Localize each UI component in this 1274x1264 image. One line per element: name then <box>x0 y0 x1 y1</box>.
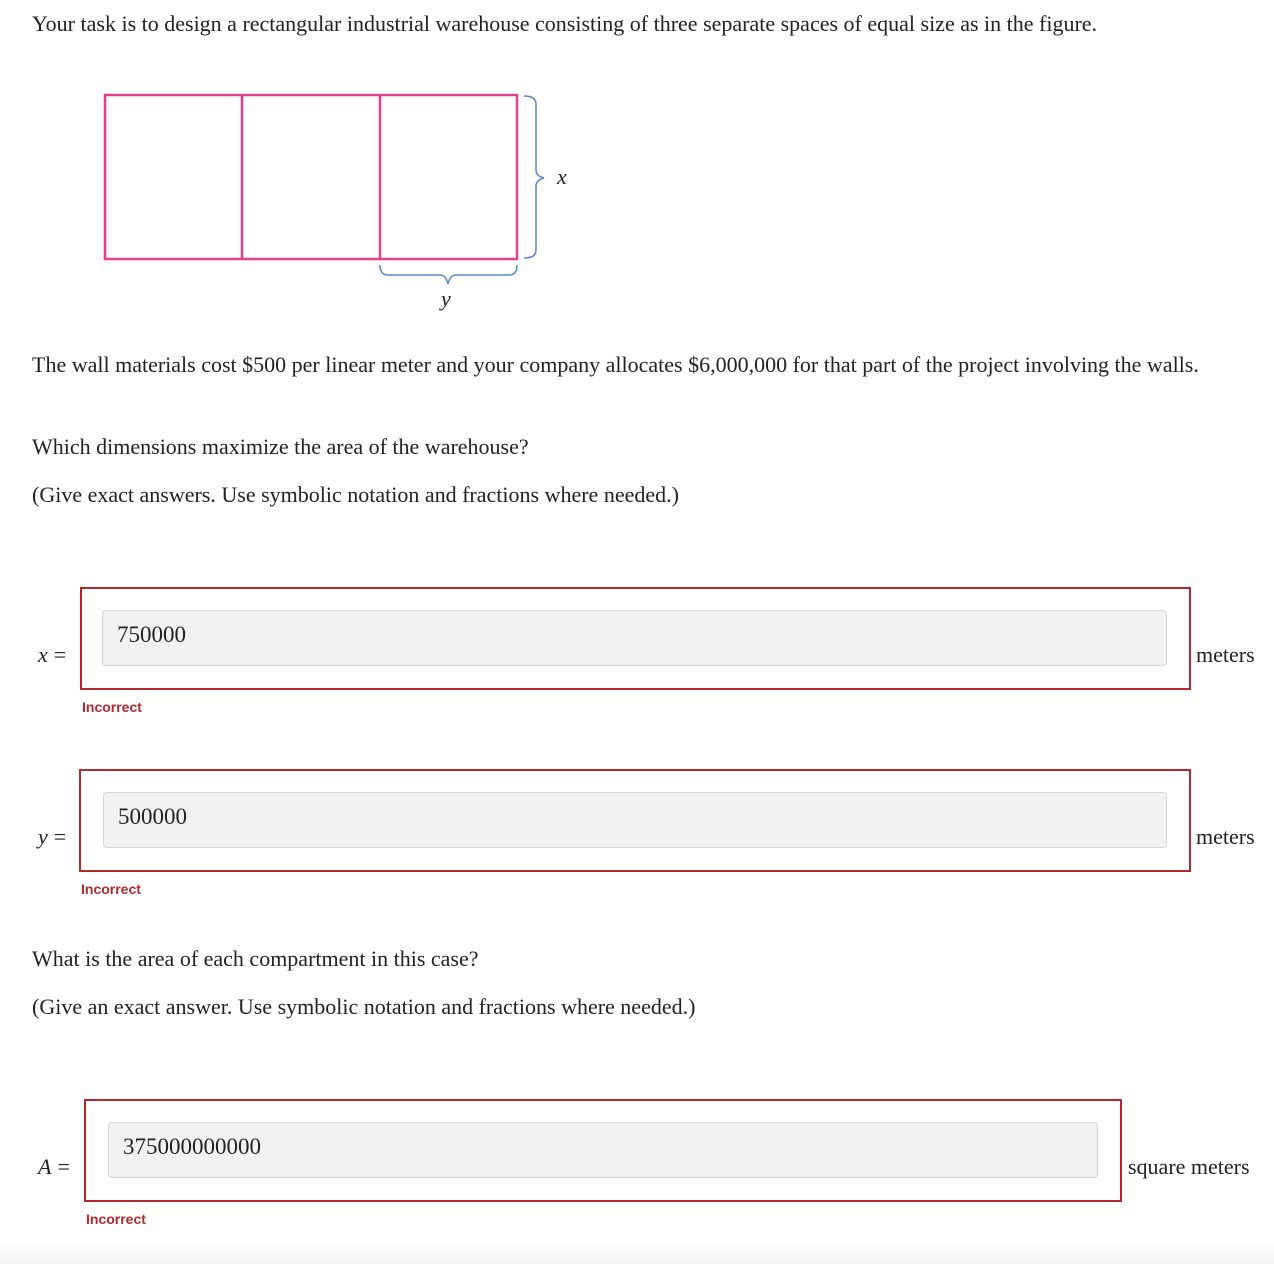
x-answer-input[interactable]: 750000 <box>102 610 1167 666</box>
y-answer-input[interactable]: 500000 <box>103 792 1167 848</box>
x-brace <box>524 96 544 258</box>
hint-exact-answers: (Give exact answers. Use symbolic notation and fractions where needed.) <box>32 482 679 507</box>
a-feedback: Incorrect <box>86 1211 146 1227</box>
a-equals: = <box>57 1154 70 1179</box>
x-answer-label <box>38 642 66 668</box>
a-answer-input[interactable]: 375000000000 <box>108 1122 1098 1178</box>
a-answer-label <box>38 1154 70 1180</box>
a-var: A <box>38 1154 52 1179</box>
x-var: x <box>38 642 48 667</box>
a-answer-box <box>84 1099 1122 1202</box>
warehouse-outline <box>105 95 517 259</box>
question-area: What is the area of each compartment in this case? <box>32 946 479 971</box>
x-answer-box <box>80 587 1191 690</box>
x-feedback: Incorrect <box>82 699 142 715</box>
x-unit: meters <box>1196 642 1255 667</box>
y-brace <box>380 265 517 284</box>
y-feedback: Incorrect <box>81 881 141 897</box>
y-unit: meters <box>1196 824 1255 849</box>
wall-cost-text: The wall materials cost $500 per linear meter and your company allocates $6,000,000 for that part of the project involving the walls. <box>32 352 1199 377</box>
footer-bar <box>0 1240 1274 1264</box>
x-label: x <box>557 164 567 189</box>
y-var: y <box>38 824 48 849</box>
warehouse-figure <box>0 60 620 330</box>
y-equals: = <box>53 824 67 849</box>
hint-exact-answer: (Give an exact answer. Use symbolic notation and fractions where needed.) <box>32 994 696 1019</box>
y-answer-box <box>79 769 1191 872</box>
intro-text: Your task is to design a rectangular industrial warehouse consisting of three separate spaces of equal size as in the figure. <box>32 11 1098 36</box>
y-label: y <box>441 286 451 311</box>
y-answer-label <box>38 824 66 850</box>
a-unit: square meters <box>1128 1154 1250 1179</box>
question-dimensions: Which dimensions maximize the area of the warehouse? <box>32 434 529 459</box>
x-equals: = <box>53 642 67 667</box>
